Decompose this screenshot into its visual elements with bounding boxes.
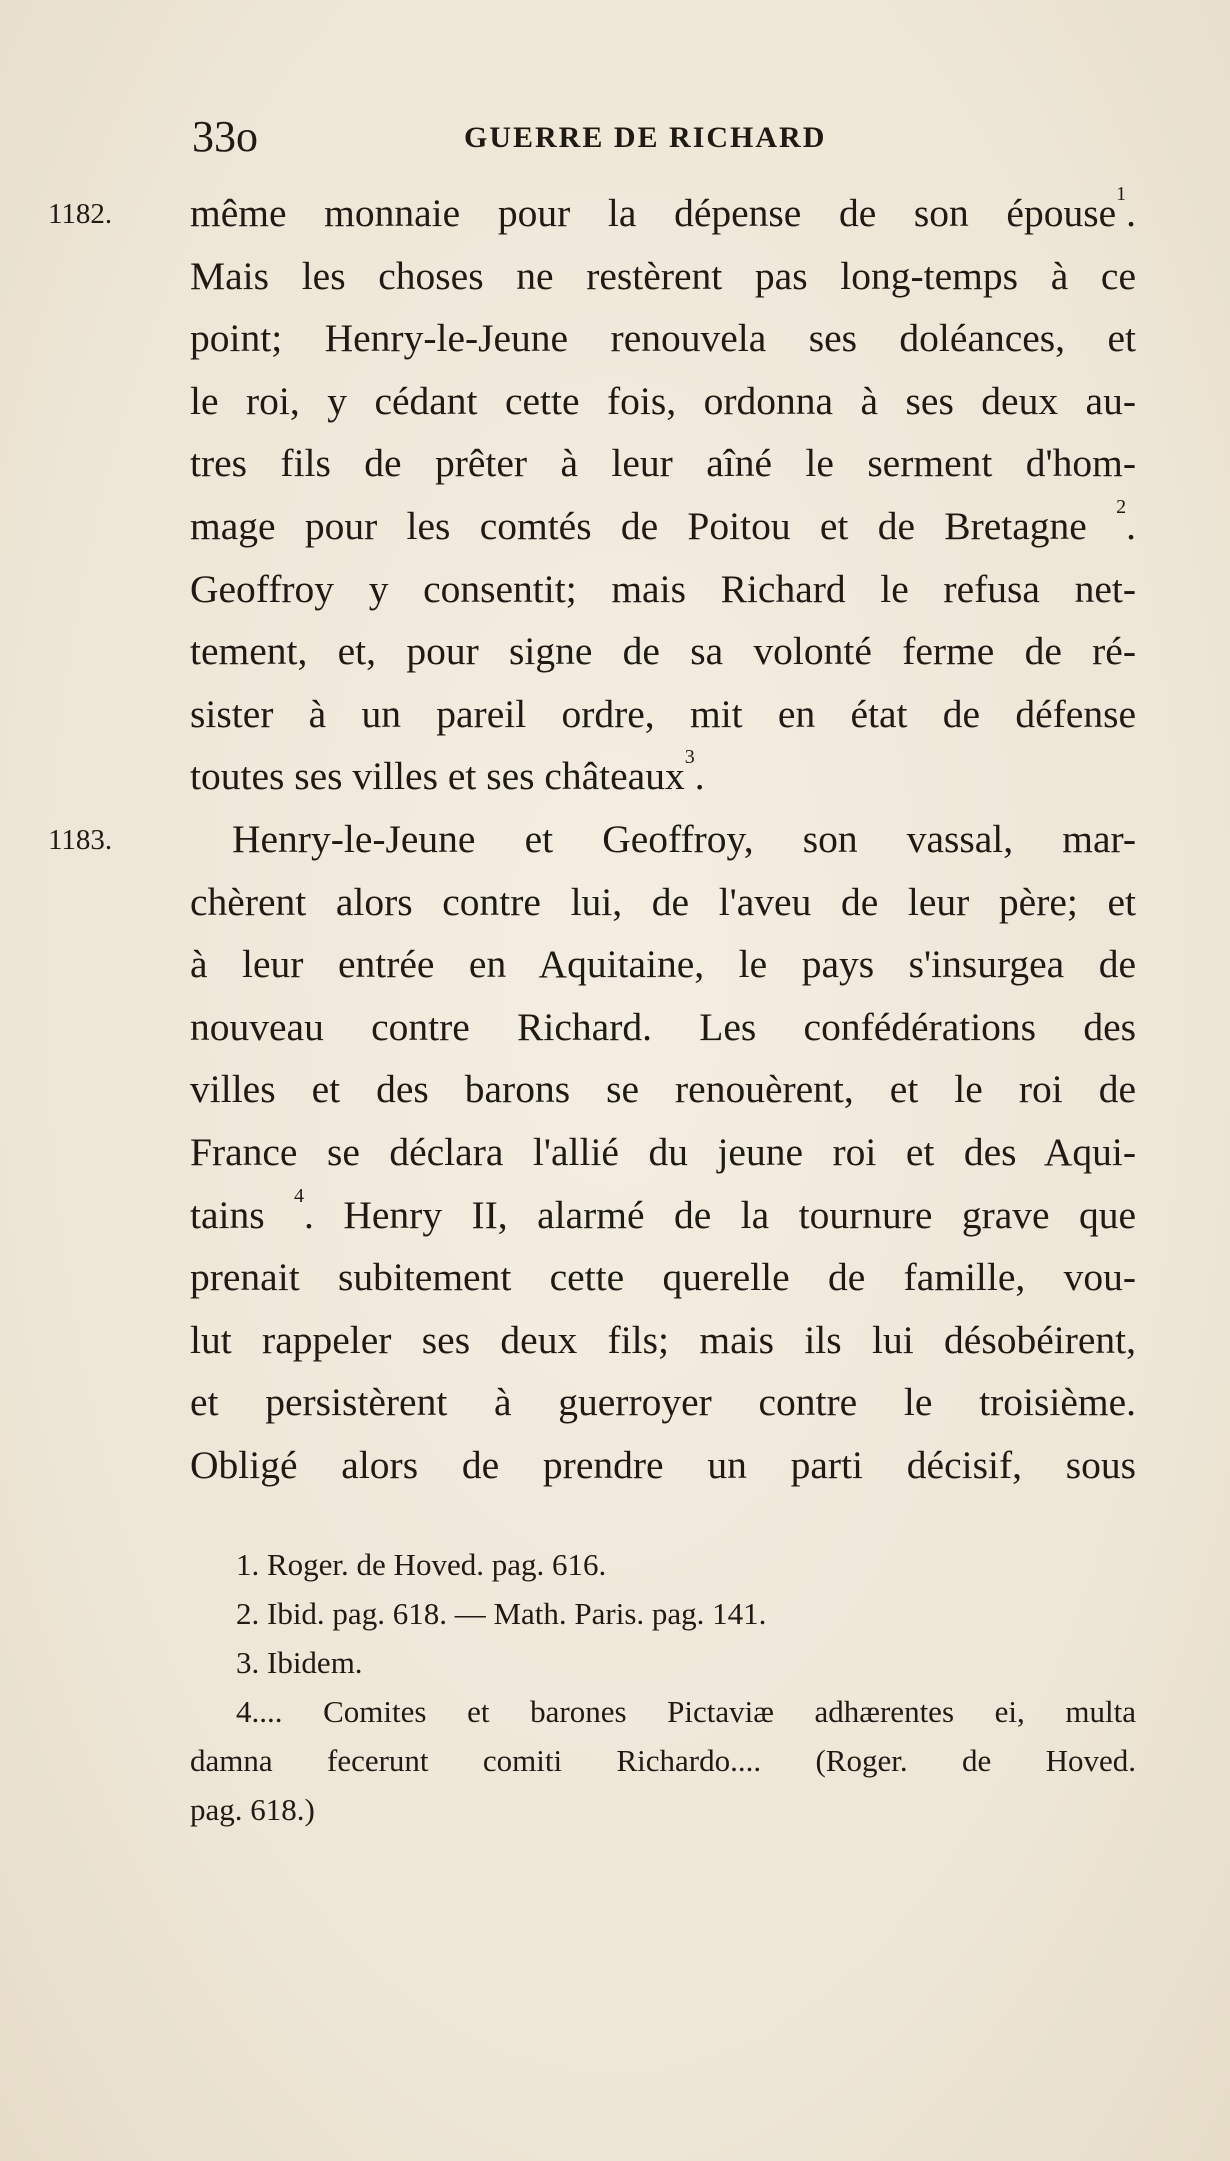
footnote: 1. Roger. de Hoved. pag. 616. [236,1547,607,1582]
text-line: tains $^4$. Henry II, alarmé de la tournure grave que [190,1184,1137,1237]
text-line: France se déclara l'allié du jeune roi et des Aqui- [190,1129,1136,1174]
text-line: tement, et, pour signe de sa volonté ferme de ré- [190,629,1136,674]
text-line: villes et des barons se renouèrent, et le roi de [190,1067,1136,1112]
note-ref: 4 [294,1184,305,1207]
footnote: 3. Ibidem. [236,1645,363,1680]
text-line: Geoffroy y consentit; mais Richard le refusa net- [190,566,1136,611]
text-line: mage pour les comtés de Poitou et de Bretagne $^2$. [190,495,1137,548]
text-line: chèrent alors contre lui, de l'aveu de leur père; et [190,879,1136,924]
text-line: lut rappeler ses deux fils; mais ils lui désobéirent, [190,1317,1136,1362]
text-line: Henry-le-Jeune et Geoffroy, son vassal, mar- [232,816,1136,861]
footnote: 4.... Comites et barones Pictaviæ adhærentes ei, multa [236,1694,1136,1729]
footnote: 2. Ibid. pag. 618. — Math. Paris. pag. 141. [236,1596,767,1631]
text-line: Mais les choses ne restèrent pas long-temps à ce [190,253,1136,298]
text-line: Obligé alors de prendre un parti décisif, sous [190,1442,1136,1487]
text-line: prenait subitement cette querelle de famille, vou- [190,1255,1136,1300]
footnote: pag. 618.) [190,1792,315,1827]
margin-year-1182: 1182. [48,198,113,230]
note-ref: 1 [1116,183,1127,205]
running-head: GUERRE DE RICHARD [464,121,827,154]
text-line: tres fils de prêter à leur aîné le serment d'hom- [190,441,1136,486]
margin-year-1183: 1183. [48,824,113,856]
note-ref: 3 [684,746,695,769]
footnotes [190,1540,1136,1834]
body-text [190,182,1136,1496]
page-header [192,112,1132,162]
page-number: 33o [192,112,258,161]
text-line: toutes ses villes et ses châteaux$^3$. [190,746,705,799]
text-line: sister à un pareil ordre, mit en état de défense [190,691,1136,736]
text-line: point; Henry-le-Jeune renouvela ses doléances, et [190,316,1136,361]
footnote: damna fecerunt comiti Richardo.... (Roger. de Hoved. [190,1743,1136,1778]
text-line: nouveau contre Richard. Les confédérations des [190,1004,1136,1049]
note-ref: 2 [1116,495,1127,518]
text-line: à leur entrée en Aquitaine, le pays s'insurgea de [190,942,1136,987]
text-line: même monnaie pour la dépense de son épouse$^1$. [190,183,1136,235]
text-line: et persistèrent à guerroyer contre le troisième. [190,1380,1136,1425]
text-line: le roi, y cédant cette fois, ordonna à ses deux au- [190,378,1136,423]
